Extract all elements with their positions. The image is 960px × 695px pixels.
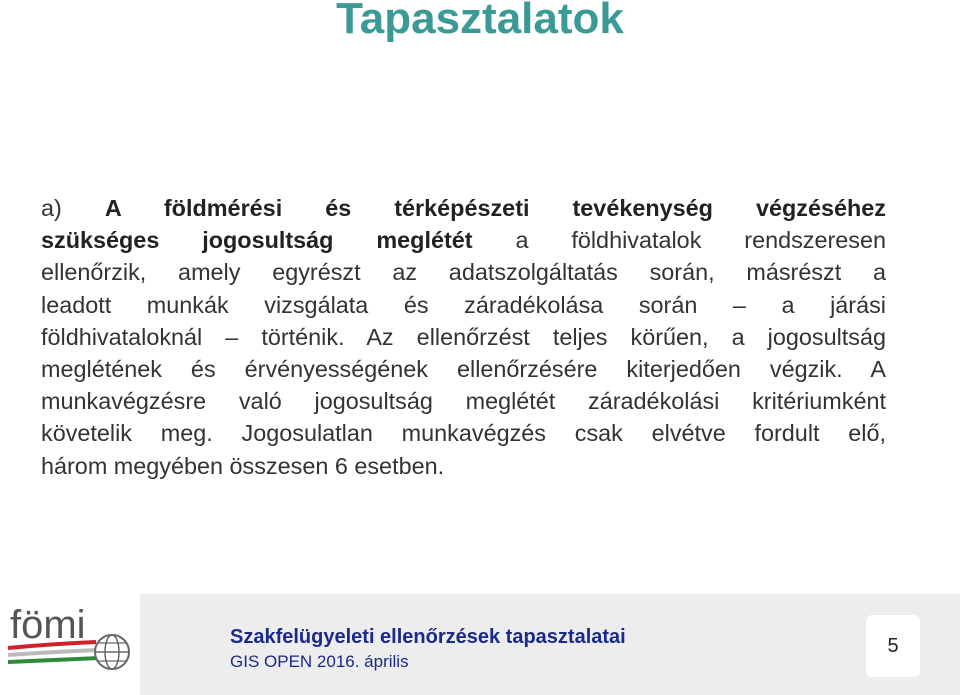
footer-title: Szakfelügyeleti ellenőrzések tapasztalatai <box>230 626 626 648</box>
bold-phrase-2: szükséges jogosultság meglétét <box>41 227 473 254</box>
flag-stripe-white <box>8 650 98 655</box>
logo-text: fömi <box>10 603 86 647</box>
text-line-7: munkavégzésre való jogosultság meglétét záradékolási kritériumként <box>41 388 886 415</box>
body-paragraph <box>41 192 886 482</box>
footer-subtitle: GIS OPEN 2016. április <box>230 652 409 671</box>
text-line-3: ellenőrzik, amely egyrészt az adatszolgáltatás során, másrészt a <box>41 259 886 286</box>
globe-icon <box>95 635 129 669</box>
fomi-logo-graphic <box>0 594 140 695</box>
slide-title: Tapasztalatok <box>336 0 624 43</box>
fomi-logo <box>0 594 140 695</box>
page-number: 5 <box>866 615 920 677</box>
flag-stripe-green <box>8 658 100 662</box>
text-line-8: követelik meg. Jogosulatlan munkavégzés csak elvétve fordult elő, <box>41 420 886 447</box>
text-line-9: három megyében összesen 6 esetben. <box>41 452 445 479</box>
text-line-6: meglétének és érvényességének ellenőrzésére kiterjedően végzik. A <box>41 356 886 383</box>
text-line-2: szükséges jogosultság meglétét a földhivatalok rendszeresen <box>41 227 887 254</box>
bold-phrase-1: A földmérési és térképészeti tevékenység végzéséhez <box>104 195 886 221</box>
text-line-5: földhivataloknál – történik. Az ellenőrzést teljes körűen, a jogosultság <box>41 323 886 350</box>
text-line-4: leadott munkák vizsgálata és záradékolása során – a járási <box>41 291 886 318</box>
text-line-1: a) A földmérési és térképészeti tevékenység végzéséhez <box>41 195 886 221</box>
